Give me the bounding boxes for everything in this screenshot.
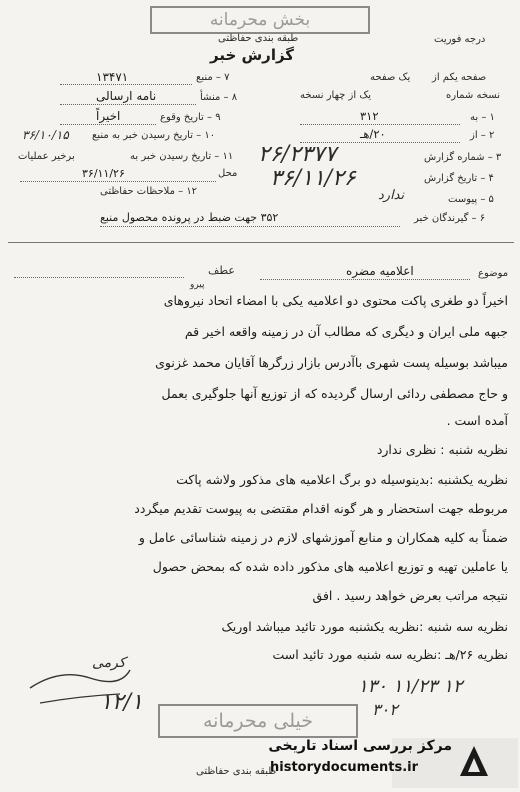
opinion-line: ضمناً به کلیه همکاران و منابع آموزشهای لازم در زمینه شناسائی عامل و [138, 530, 508, 545]
field-report-no-value: ۲۶/۲۳۷۷ [258, 142, 337, 167]
field-recipients-label: ۶ – گیرندگان خبر [414, 213, 486, 224]
subject-value: اعلامیه مضره [346, 264, 414, 278]
subject-label: موضوع [478, 268, 509, 279]
report-title: گزارش خبر [210, 46, 295, 64]
field-event-date-label: ۹ – تاریخ وقوع [160, 112, 221, 123]
handwritten-right-code: ۳۰۲ [372, 700, 398, 719]
archive-logo-url: historydocuments.ir [270, 760, 419, 775]
bottom-classification-stamp: خیلی محرمانه [158, 704, 358, 738]
body-line: میباشد بوسیله پست شهری باآدرس بازار زرگرها آقایان محمد غزنوی [155, 355, 508, 370]
opinion-line: مربوطه جهت استحضار و هر گونه اقدام مقتضی به پیوست تقدیم میگردد [134, 501, 508, 516]
field-attachment-value: ندارد [378, 188, 405, 203]
field-recipients-value: ۳۵۲ جهت ضبط در پرونده محصول منبع [100, 211, 279, 224]
field-place-label: محل [218, 168, 238, 179]
handwritten-left-date: ۱۲/۱ [100, 690, 143, 715]
opinion-line: نتیجه مراتب بعرض خواهد رسید . افق [312, 588, 508, 603]
field-receipt-source-label: ۱۰ – تاریخ رسیدن خبر به منبع [92, 130, 216, 141]
footer-classification-label: طبقه بندی حفاظتی [196, 766, 277, 777]
opinion-line: یا عاملین تهیه و توزیع اعلامیه های مذکور داده شده که بمحض حصول [152, 559, 508, 574]
field-copy-label: نسخه شماره [446, 90, 500, 101]
field-receipt-source-value: ۳۶/۱۰/۱۵ [22, 128, 69, 142]
field-report-date-value: ۳۶/۱۱/۲۶ [270, 166, 356, 191]
field-receipt-ops-label: ۱۱ – تاریخ رسیدن خبر به [130, 151, 234, 162]
field-page-label: صفحه یکم از [432, 72, 487, 83]
field-from-label: ۲ – از [470, 130, 495, 141]
field-source-value: ۱۳۴۷۱ [96, 70, 129, 84]
field-receipt-ops-value: برخیر عملیات [18, 151, 75, 162]
handwritten-signature: کرمی [92, 655, 126, 671]
body-line: اخیراً دو طغری پاکت محتوی دو اعلامیه یکی با امضاء اتحاد نیروهای [163, 293, 508, 308]
field-copy-value: یک از چهار نسخه [300, 90, 372, 101]
field-origin-value: نامه ارسالی [96, 89, 157, 103]
archive-emblem-icon [454, 742, 494, 782]
opinion-line: نظریه سه شنبه :نظریه یکشنبه مورد تائید میباشد اوریک [221, 619, 508, 634]
field-to-label: ۱ – به [470, 112, 495, 123]
body-line: و حاج مصطفی ردائی ارسال گردیده که از توزیع آنها جلوگیری بعمل [161, 386, 508, 401]
field-event-date-value: اخیراً [96, 109, 121, 123]
field-from-value: ۲۰/هـ [360, 127, 386, 141]
field-to-value: ۳۱۲ [360, 109, 379, 123]
reference-sub-label: پیرو [190, 280, 205, 290]
archive-logo-name: مرکز بررسی اسناد تاریخی [268, 738, 452, 754]
opinion-line: نظریه یکشنبه :بدینوسیله دو برگ اعلامیه های مذکور ولاشه پاکت [176, 472, 508, 487]
field-report-no-label: ۳ – شماره گزارش [424, 152, 502, 163]
opinion-line: نظریه ۲۶/هـ :نظریه سه شنبه مورد تائید است [272, 647, 508, 662]
field-report-date-label: ۴ – تاریخ گزارش [424, 173, 494, 184]
body-line: آمده است . [446, 413, 508, 428]
handwritten-right-date: ۱۳۰ ۱۱/۲۳ ۱۲ [358, 676, 463, 697]
top-classification-stamp: بخش محرمانه [150, 6, 370, 34]
body-line: جبهه ملی ایران و دیگری که مطالب آن در زمینه واقعه اخیر قم [184, 324, 508, 339]
reference-label: عطف [208, 264, 235, 277]
field-source-label: ۷ – منبع [196, 72, 230, 83]
field-attachment-label: ۵ – پیوست [448, 194, 494, 205]
priority-label: درجه فوریت [434, 34, 486, 45]
opinion-line: نظریه شنبه : نظری ندارد [376, 442, 508, 457]
field-origin-label: ۸ – منشأ [200, 92, 238, 103]
classification-label: طبقه بندی حفاظتی [218, 33, 299, 44]
field-security-notes-label: ۱۲ – ملاحظات حفاظتی [100, 186, 198, 197]
field-page-value: یک صفحه [370, 72, 411, 83]
field-place-value: ۳۶/۱۱/۲۶ [82, 167, 125, 180]
